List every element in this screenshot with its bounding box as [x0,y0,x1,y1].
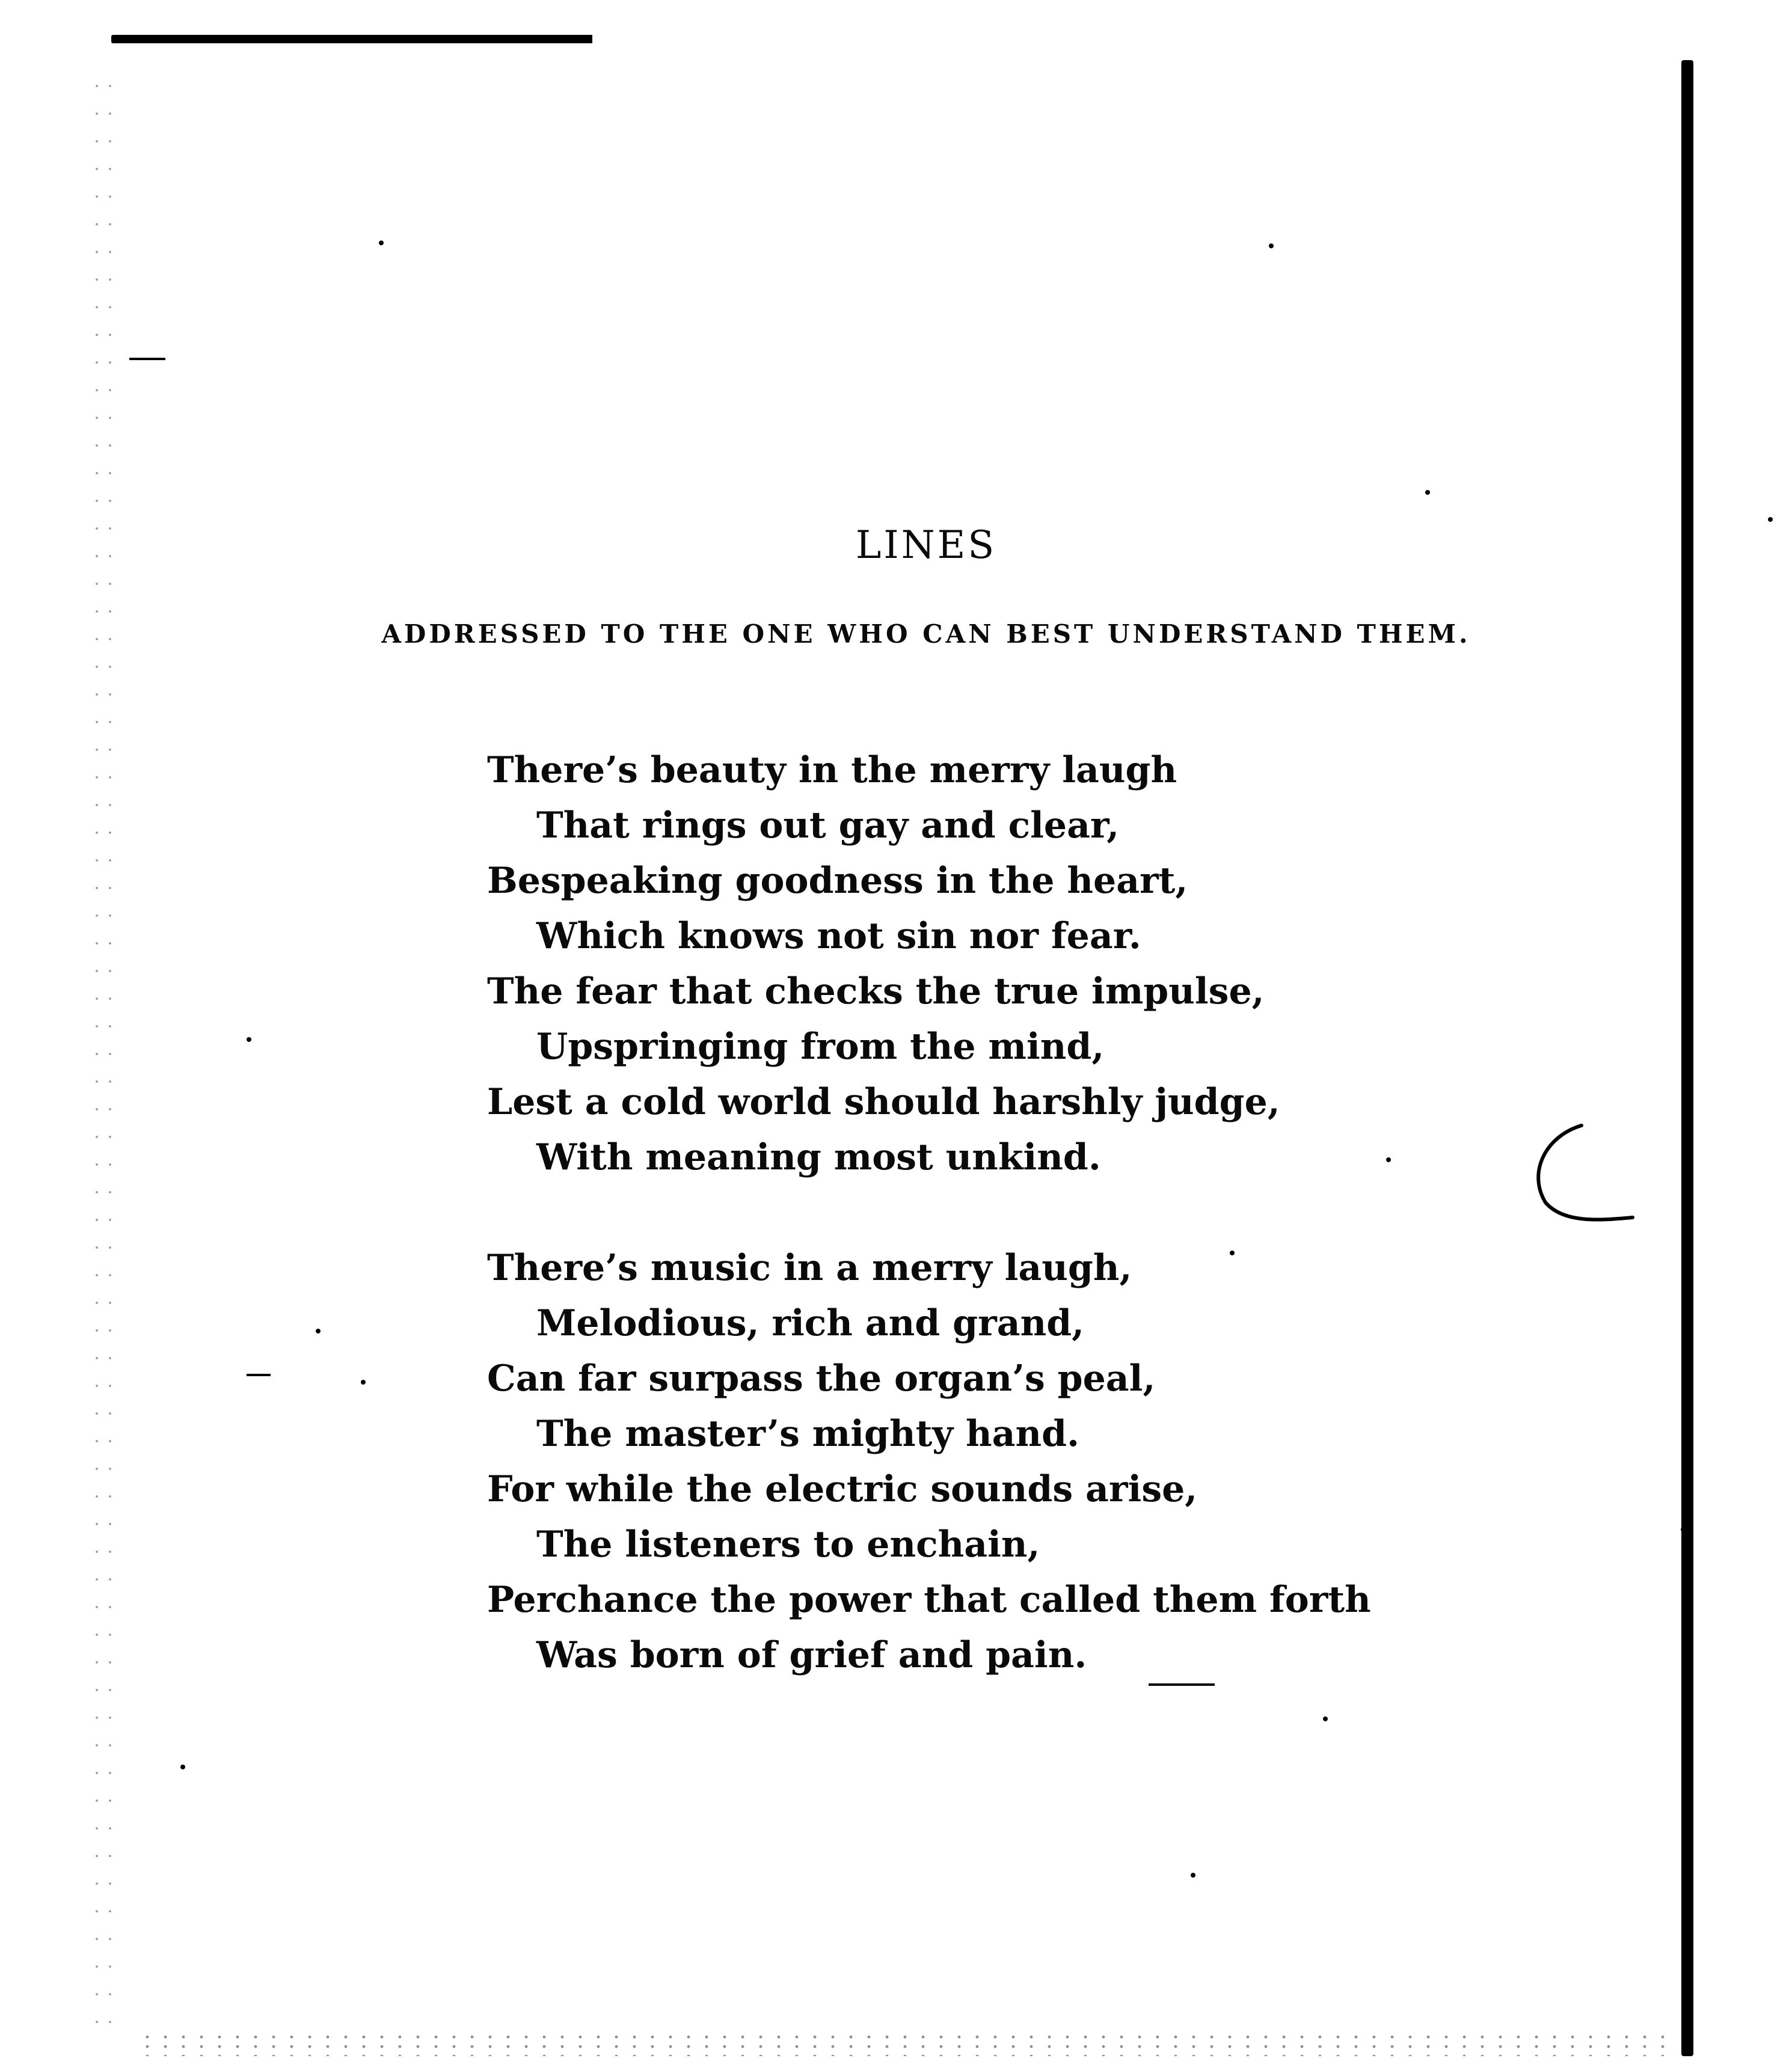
scan-speck [1269,243,1274,248]
left-edge-speckle [90,72,114,2032]
poem-line: Perchance the power that called them forth [487,1579,1371,1621]
poem-line: There’s beauty in the merry laugh [487,749,1177,791]
poem-line: Lest a cold world should harshly judge, [487,1081,1280,1123]
poem-line: The listeners to enchain, [536,1523,1040,1566]
poem-body [487,743,1389,1683]
scan-speck [1323,1716,1328,1721]
poem-line: There’s music in a merry laugh, [487,1247,1132,1289]
poem-line: Can far surpass the organ’s peal, [487,1358,1156,1400]
scan-speck [361,1380,366,1385]
poem-line: Upspringing from the mind, [536,1026,1105,1068]
poem-line: Which knows not sin nor fear. [536,915,1141,957]
poem-line: The fear that checks the true impulse, [487,970,1265,1012]
top-scan-rule-gap [592,34,646,44]
scan-speck [1768,517,1773,522]
scan-dash [1149,1683,1215,1686]
top-scan-rule [111,35,646,43]
poem-line: For while the electric sounds arise, [487,1468,1198,1510]
scan-dash [247,1374,271,1376]
poem-line: Was born of grief and pain. [536,1634,1087,1676]
poem-line: With meaning most unkind. [536,1136,1101,1178]
stanza-2 [487,1240,1389,1683]
scan-speck [1191,1873,1195,1878]
poem-line: Melodious, rich and grand, [536,1302,1085,1344]
scan-speck [247,1037,251,1042]
poem-line: That rings out gay and clear, [536,804,1120,847]
scan-speck [316,1329,321,1334]
poem-subtitle: ADDRESSED TO THE ONE WHO CAN BEST UNDERSTAND THEM. [381,619,1471,649]
scan-dash [129,358,165,360]
bottom-edge-speckle [138,2032,1678,2056]
stanza-1 [487,743,1389,1185]
right-page-edge-bar [1681,60,1693,2056]
poem-line: Bespeaking goodness in the heart, [487,860,1188,902]
scan-speck [180,1765,185,1769]
scan-speck [379,240,384,245]
scan-speck [1425,490,1430,495]
poem-title: LINES [855,523,997,568]
handwritten-c-mark [1521,1118,1642,1233]
poem-line: The master’s mighty hand. [536,1413,1080,1455]
scan-speck [1681,1527,1686,1532]
